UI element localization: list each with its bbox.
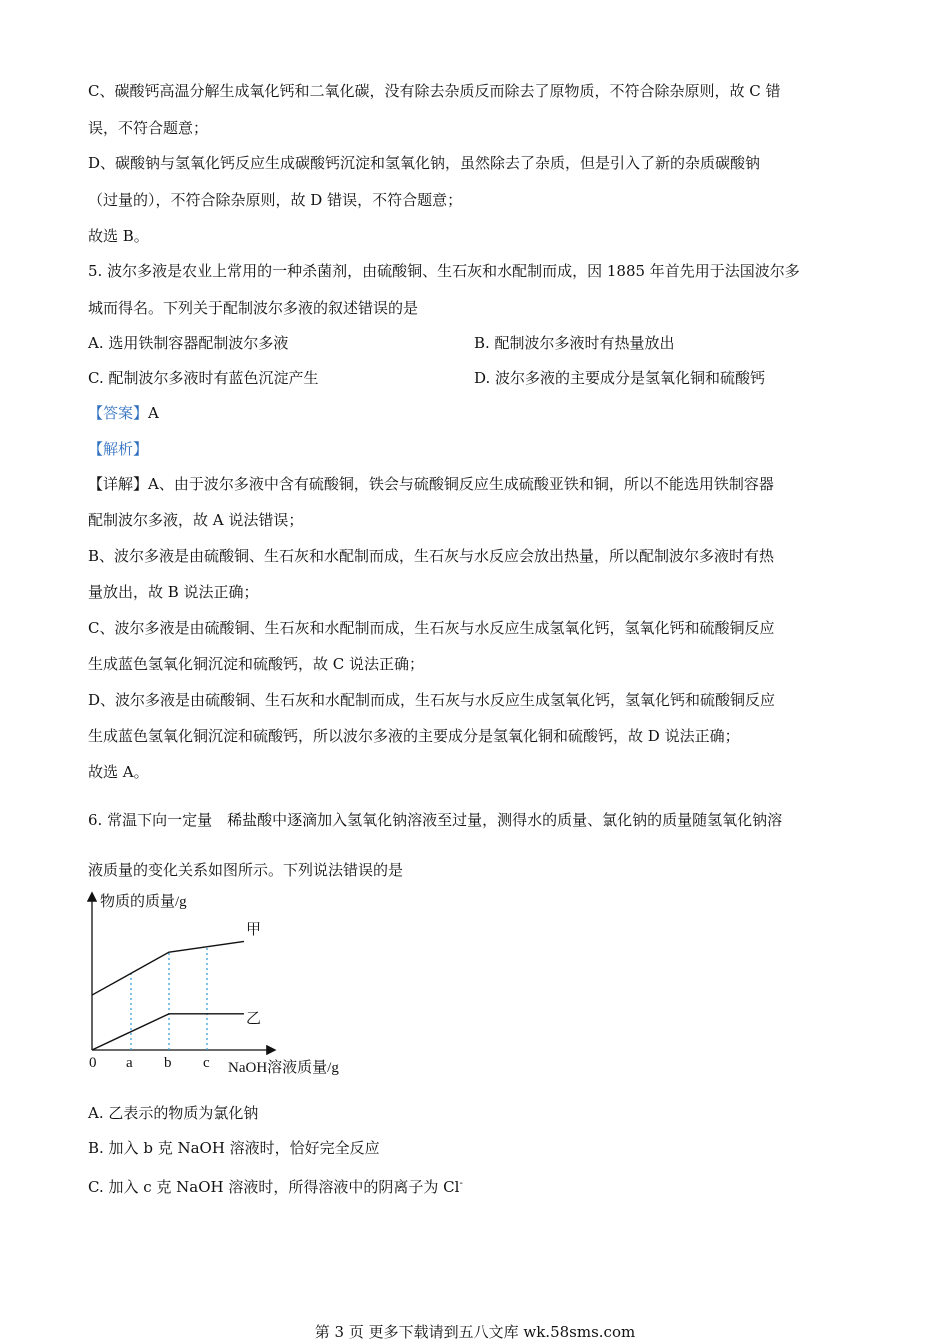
mass-change-graph [82, 886, 382, 1086]
origin-label: 0 [89, 1055, 97, 1071]
x-tick-c: c [203, 1055, 210, 1071]
q5-stem-line2: 城而得名。下列关于配制波尔多液的叙述错误的是 [88, 299, 419, 317]
prev-c-line2: 误，不符合题意； [88, 119, 209, 137]
prev-conclusion: 故选 B。 [88, 227, 149, 245]
series-label-yi: 乙 [246, 1011, 262, 1027]
q5-option-b: B. 配制波尔多液时有热量放出 [474, 334, 675, 352]
q5-answer [88, 403, 159, 423]
x-axis-label: NaOH溶液质量/g [228, 1060, 339, 1076]
q5-option-c: C. 配制波尔多液时有蓝色沉淀产生 [88, 369, 319, 387]
q5-detail-line1: 【详解】A、由于波尔多液中含有硫酸铜，铁会与硫酸铜反应生成硫酸亚铁和铜，所以不能选用铁制容器 [88, 475, 774, 493]
q6-stem-line2: 液质量的变化关系如图所示。下列说法错误的是 [88, 861, 404, 879]
y-axis-label: 物质的质量/g [100, 894, 187, 910]
q5-detail-line8: 生成蓝色氢氧化铜沉淀和硫酸钙，所以波尔多液的主要成分是氢氧化铜和硫酸钙，故 D 说法正确； [88, 727, 740, 745]
q5-analysis-label: 【解析】 [88, 440, 149, 458]
series-line-jia [92, 941, 244, 995]
q5-detail-line6: 生成蓝色氢氧化铜沉淀和硫酸钙，故 C 说法正确； [88, 655, 425, 673]
prev-d-line2: （过量的），不符合除杂原则，故 D 错误，不符合题意； [88, 191, 463, 209]
q6-option-b: B. 加入 b 克 NaOH 溶液时，恰好完全反应 [88, 1139, 380, 1157]
q6-option-c [88, 1174, 463, 1197]
chloride-charge: - [459, 1178, 463, 1189]
q5-option-d: D. 波尔多液的主要成分是氢氧化铜和硫酸钙 [474, 369, 766, 387]
q5-stem-line1: 5. 波尔多液是农业上常用的一种杀菌剂，由硫酸铜、生石灰和水配制而成，因 1885 年首先用于法国波尔多 [88, 262, 800, 280]
answer-label: 【答案】 [88, 404, 149, 422]
series-line-yi [92, 1014, 244, 1050]
q5-detail-line2: 配制波尔多液，故 A 说法错误； [88, 511, 304, 529]
page-footer: 第 3 页 更多下载请到五八文库 wk.58sms.com [314, 1323, 636, 1341]
x-tick-a: a [126, 1055, 133, 1071]
q6-stem-line1: 6. 常温下向一定量 稀盐酸中逐滴加入氢氧化钠溶液至过量，测得水的质量、氯化钠的质量随氢氧化钠溶 [88, 811, 783, 829]
q6-option-a: A. 乙表示的物质为氯化钠 [88, 1104, 259, 1122]
q5-detail-line5: C、波尔多液是由硫酸铜、生石灰和水配制而成，生石灰与水反应生成氢氧化钙，氢氧化钙和硫酸铜反应 [88, 619, 775, 637]
q5-option-a: A. 选用铁制容器配制波尔多液 [88, 334, 289, 352]
q5-detail-line3: B、波尔多液是由硫酸铜、生石灰和水配制而成，生石灰与水反应会放出热量，所以配制波尔多液时有热 [88, 547, 775, 565]
answer-value: A [148, 404, 159, 422]
q5-conclusion: 故选 A。 [88, 763, 149, 781]
q5-detail-line4: 量放出，故 B 说法正确； [88, 583, 259, 601]
q5-detail-line7: D、波尔多液是由硫酸铜、生石灰和水配制而成，生石灰与水反应生成氢氧化钙，氢氧化钙和硫酸铜反应 [88, 691, 776, 709]
x-tick-b: b [164, 1055, 172, 1071]
q6-option-c-text: C. 加入 c 克 NaOH 溶液时，所得溶液中的阴离子为 Cl [88, 1178, 460, 1196]
prev-d-line1: D、碳酸钠与氢氧化钙反应生成碳酸钙沉淀和氢氧化钠，虽然除去了杂质，但是引入了新的杂质碳酸钠 [88, 154, 761, 172]
prev-c-line1: C、碳酸钙高温分解生成氧化钙和二氧化碳，没有除去杂质反而除去了原物质，不符合除杂原则，故 C 错 [88, 82, 781, 100]
series-label-jia: 甲 [246, 922, 262, 938]
